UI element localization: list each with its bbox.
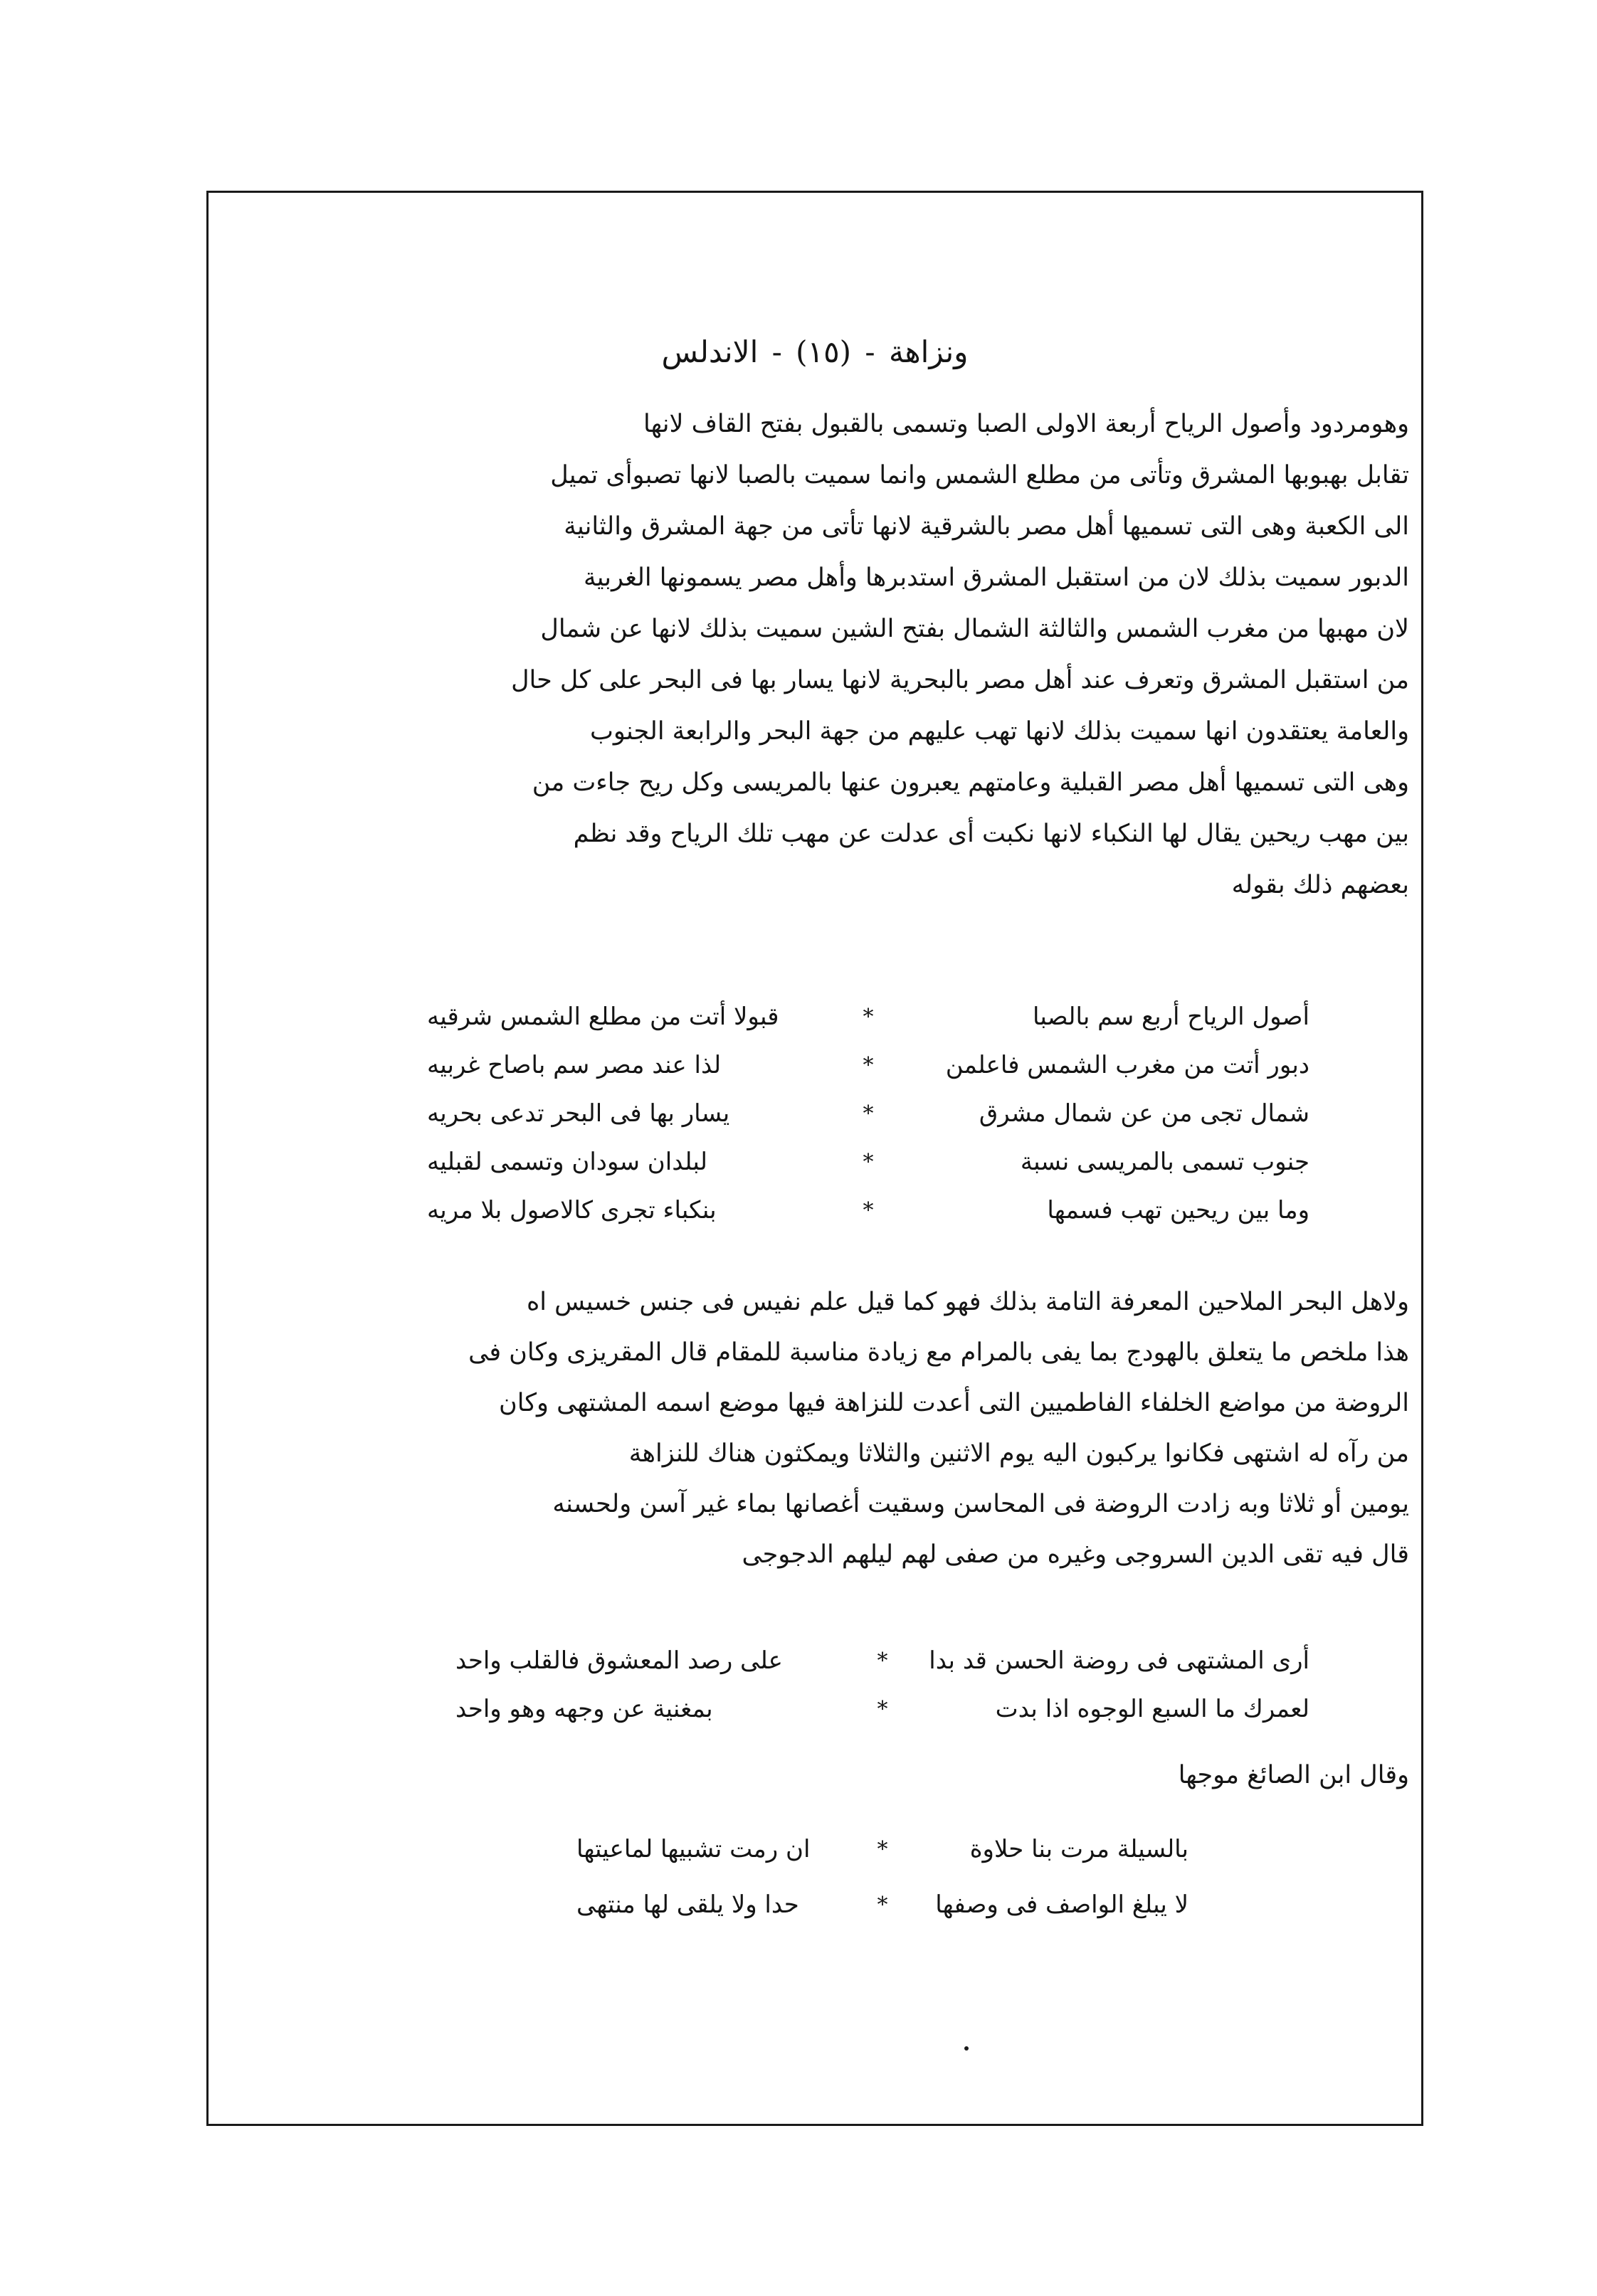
- hemistich-second: على رصد المعشوق فالقلب واحد: [455, 1646, 783, 1675]
- scan-speck: [964, 2046, 969, 2051]
- header-running-title-right: ونزاهة: [888, 334, 969, 369]
- prose-line: تقابل بهبوبها المشرق وتأتى من مطلع الشمس وانما سميت بالصبا لانها تصبوأى تميل: [550, 461, 1409, 490]
- header-separator: -: [865, 334, 875, 369]
- verse-line: [576, 1877, 1188, 1932]
- prose-line: والعامة يعتقدون انها سميت بذلك لانها تهب عليهم من جهة البحر والرابعة الجنوب: [589, 717, 1409, 746]
- hemistich-second: لبلدان سودان وتسمى لقبليه: [427, 1148, 707, 1176]
- hemistich-first: أصول الرياح أربع سم بالصبا: [1033, 1002, 1309, 1031]
- verse-separator: *: [863, 1101, 874, 1126]
- verse-line: [455, 1685, 1309, 1733]
- hemistich-second: ان رمت تشبيها لماعيتها: [576, 1835, 811, 1863]
- verse-separator: *: [877, 1648, 888, 1673]
- hemistich-first: جنوب تسمى بالمريسى نسبة: [1020, 1148, 1309, 1176]
- prose-line: ولاهل البحر الملاحين المعرفة التامة بذلك فهو كما قيل علم نفيس فى جنس خسيس اه: [526, 1288, 1409, 1316]
- page-header: [206, 331, 1423, 374]
- verse-line: [427, 1041, 1309, 1089]
- verse-separator: *: [863, 1052, 874, 1078]
- hemistich-second: بمغنية عن وجهه وهو واحد: [455, 1695, 713, 1723]
- verse-line: [427, 1138, 1309, 1186]
- prose-line: بعضهم ذلك بقوله: [1231, 871, 1409, 899]
- verse-separator: *: [877, 1696, 888, 1722]
- hemistich-first: لا يبلغ الواصف فى وصفها: [935, 1890, 1188, 1919]
- hemistich-first: دبور أتت من مغرب الشمس فاعلمن: [945, 1051, 1309, 1079]
- verse-line: [576, 1821, 1188, 1877]
- prose-block-mushtaha: [235, 1277, 1409, 1580]
- prose-block-winds: [235, 398, 1409, 911]
- verse-separator: *: [863, 1004, 874, 1030]
- hemistich-second: يسار بها فى البحر تدعى بحريه: [427, 1099, 730, 1128]
- hemistich-second: بنكباء تجرى كالاصول بلا مريه: [427, 1196, 717, 1224]
- prose-line: لان مهبها من مغرب الشمس والثالثة الشمال بفتح الشين سميت بذلك لانها عن شمال: [540, 615, 1409, 643]
- header-separator: -: [771, 334, 782, 369]
- prose-line: من رآه له اشتهى فكانوا يركبون اليه يوم الاثنين والثلاثا ويمكثون هناك للنزاهة: [628, 1439, 1409, 1468]
- hemistich-first: أرى المشتهى فى روضة الحسن قد بدا: [929, 1646, 1309, 1675]
- verse-separator: *: [877, 1836, 888, 1862]
- prose-line: الروضة من مواضع الخلفاء الفاطميين التى أعدت للنزاهة فيها موضع اسمه المشتهى وكان: [499, 1389, 1409, 1417]
- prose-line: وهومردود وأصول الرياح أربعة الاولى الصبا وتسمى بالقبول بفتح القاف لانها: [643, 410, 1409, 438]
- verse-separator: *: [863, 1197, 874, 1223]
- prose-line: وقال ابن الصائغ موجها: [1178, 1761, 1409, 1789]
- verse-line: [427, 1186, 1309, 1234]
- header-running-title-left: الاندلس: [661, 334, 759, 369]
- prose-line: من استقبل المشرق وتعرف عند أهل مصر بالبحرية لانها يسار بها فى البحر على كل حال: [511, 666, 1409, 694]
- prose-line: الى الكعبة وهى التى تسميها أهل مصر بالشرقية لانها تأتى من جهة المشرق والثانية: [564, 512, 1409, 541]
- page-number: (١٥): [796, 334, 852, 369]
- verse-separator: *: [877, 1892, 888, 1917]
- verse-line: [427, 993, 1309, 1041]
- prose-line: الدبور سميت بذلك لان من استقبل المشرق استدبرها وأهل مصر يسمونها الغربية: [583, 564, 1409, 592]
- hemistich-first: وما بين ريحين تهب فسمها: [1047, 1196, 1309, 1224]
- hemistich-first: لعمرك ما السبع الوجوه اذا بدت: [995, 1695, 1309, 1723]
- hemistich-first: بالسيلة مرت بنا حلاوة: [969, 1835, 1188, 1863]
- poem-ibn-al-saigh: [576, 1821, 1188, 1932]
- prose-line: هذا ملخص ما يتعلق بالهودج بما يفى بالمرام مع زيادة مناسبة للمقام قال المقريزى وكان فى: [468, 1338, 1409, 1367]
- verse-line: [455, 1636, 1309, 1685]
- prose-line: يومين أو ثلاثا وبه زادت الروضة فى المحاسن وسقيت أغصانها بماء غير آسن ولحسنه: [552, 1490, 1409, 1518]
- poem-mushtaha: [455, 1636, 1309, 1733]
- hemistich-second: قبولا أتت من مطلع الشمس شرقيه: [427, 1002, 779, 1031]
- prose-line: وهى التى تسميها أهل مصر القبلية وعامتهم يعبرون عنها بالمريسى وكل ريح جاءت من: [532, 768, 1409, 797]
- prose-line: قال فيه تقى الدين السروجى وغيره من صفى لهم ليلهم الدجوجى: [742, 1540, 1409, 1569]
- poem-winds: [427, 993, 1309, 1234]
- prose-block-ibn-al-saigh: [235, 1754, 1409, 1797]
- hemistich-second: لذا عند مصر سم باصاح غربيه: [427, 1051, 722, 1079]
- hemistich-second: حدا ولا يلقى لها منتهى: [576, 1890, 799, 1919]
- verse-line: [427, 1089, 1309, 1138]
- prose-line: بين مهب ريحين يقال لها النكباء لانها نكبت أى عدلت عن مهب تلك الرياح وقد نظم: [573, 820, 1409, 848]
- verse-separator: *: [863, 1149, 874, 1175]
- hemistich-first: شمال تجى من عن شمال مشرق: [979, 1099, 1309, 1128]
